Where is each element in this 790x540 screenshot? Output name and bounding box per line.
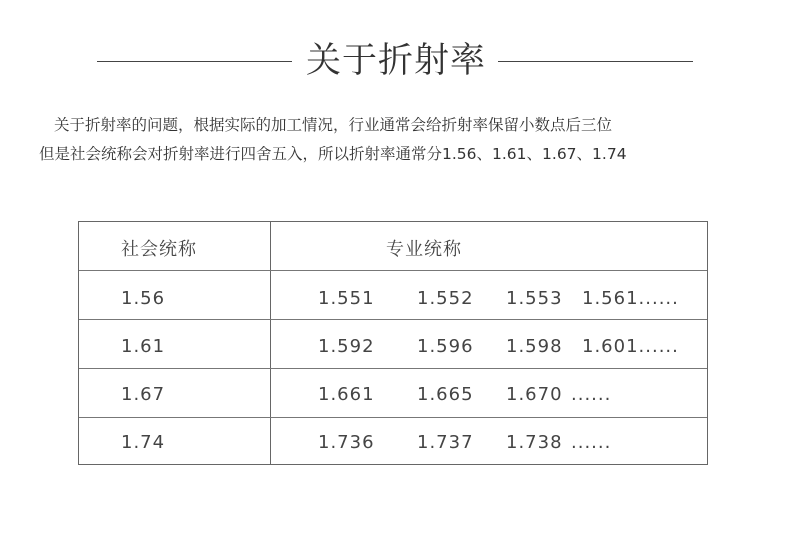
header-common-name: 社会统称	[121, 239, 197, 260]
row-4-pro-2: 1.737	[417, 432, 474, 453]
row-4-common: 1.74	[121, 432, 166, 453]
row-1-pro-1: 1.551	[318, 288, 375, 309]
row-divider	[79, 270, 707, 271]
title-block	[0, 36, 790, 86]
row-3-pro-3: 1.670	[506, 384, 563, 405]
row-2-common: 1.61	[121, 336, 166, 357]
row-3-pro-2: 1.665	[417, 384, 474, 405]
intro-line-2: 但是社会统称会对折射率进行四舍五入，所以折射率通常分1.56、1.61、1.67、1.74	[39, 145, 627, 163]
row-2-pro-3: 1.598	[506, 336, 563, 357]
row-4-pro-4: ......	[571, 432, 612, 453]
page-title: 关于折射率	[305, 41, 486, 81]
refractive-index-table	[78, 221, 708, 465]
row-3-pro-1: 1.661	[318, 384, 375, 405]
row-1-pro-4: 1.561......	[582, 288, 679, 309]
row-2-pro-4: 1.601......	[582, 336, 679, 357]
row-1-pro-2: 1.552	[417, 288, 474, 309]
intro-line-1: 关于折射率的问题，根据实际的加工情况，行业通常会给折射率保留小数点后三位	[54, 116, 613, 134]
column-divider	[270, 222, 271, 464]
header-professional-name: 专业统称	[386, 239, 462, 260]
title-divider-right	[498, 61, 693, 62]
title-divider-left	[97, 61, 292, 62]
row-4-pro-3: 1.738	[506, 432, 563, 453]
row-divider	[79, 417, 707, 418]
row-3-pro-4: ......	[571, 384, 612, 405]
row-4-pro-1: 1.736	[318, 432, 375, 453]
row-2-pro-1: 1.592	[318, 336, 375, 357]
row-divider	[79, 368, 707, 369]
row-1-pro-3: 1.553	[506, 288, 563, 309]
row-2-pro-2: 1.596	[417, 336, 474, 357]
row-divider	[79, 319, 707, 320]
row-3-common: 1.67	[121, 384, 166, 405]
row-1-common: 1.56	[121, 288, 166, 309]
